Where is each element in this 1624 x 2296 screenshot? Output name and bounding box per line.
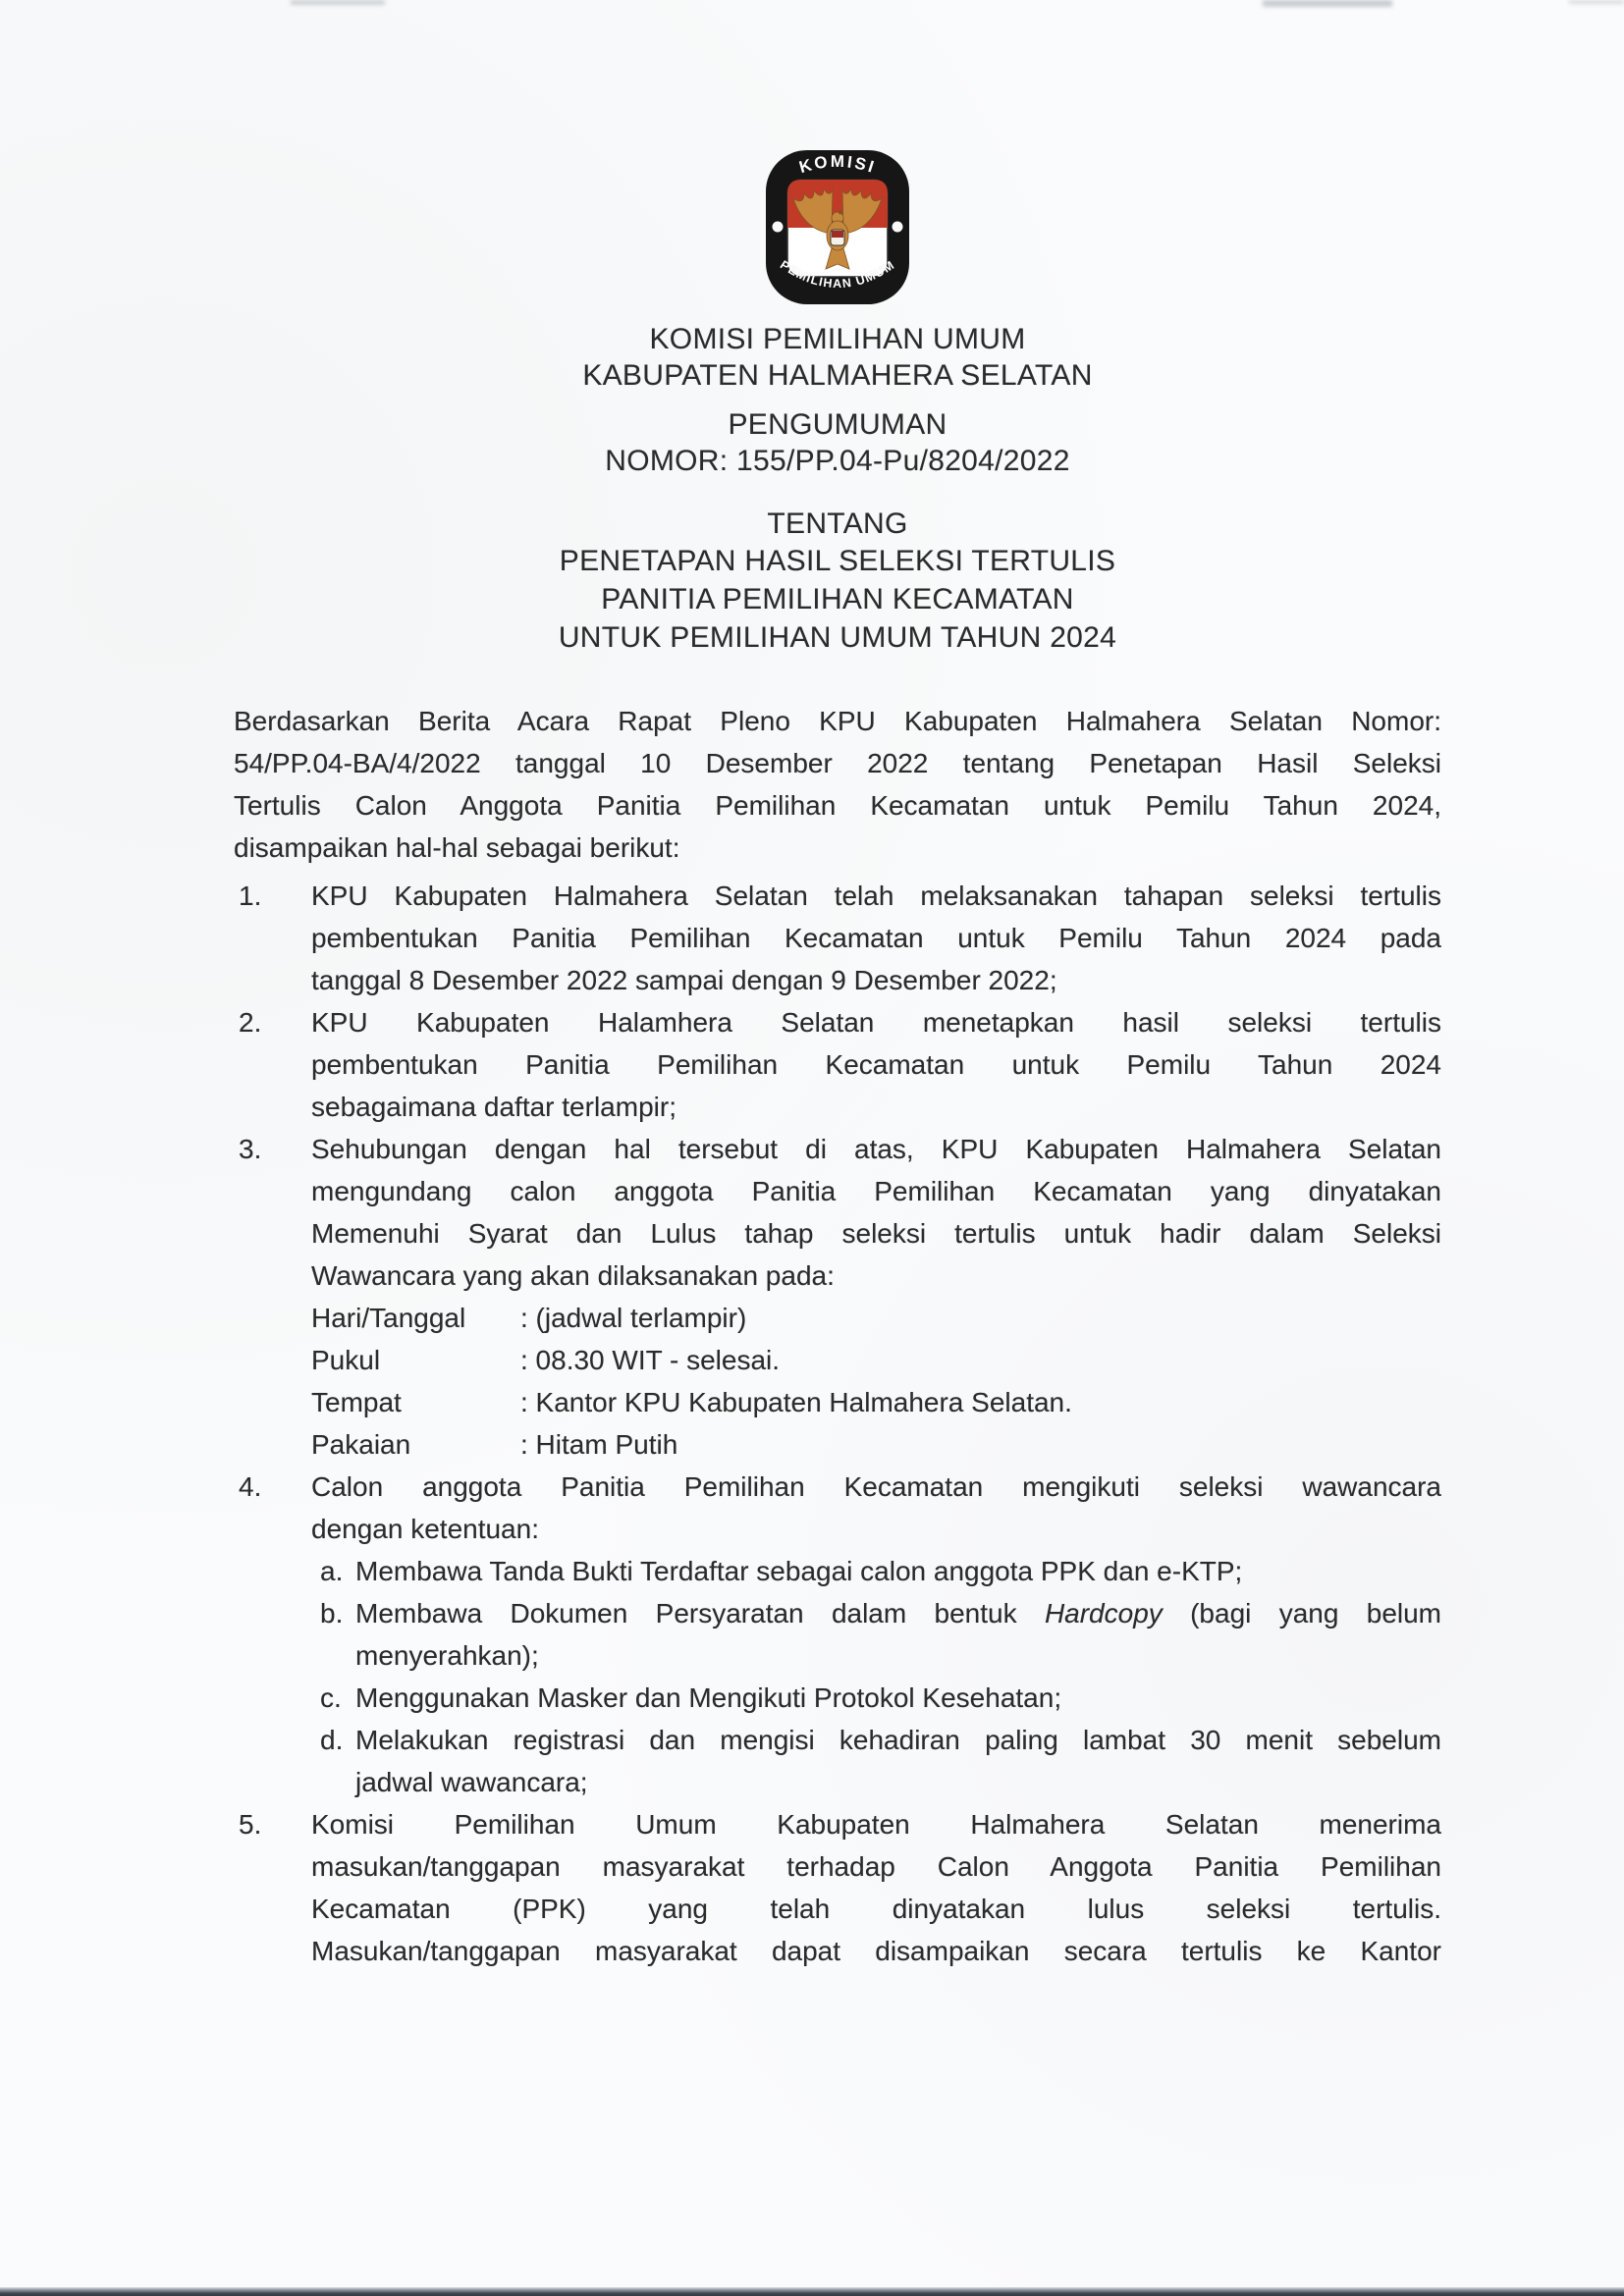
item-line (311, 875, 1441, 917)
item-number: 1. (239, 881, 262, 911)
item-line (311, 1128, 1441, 1170)
item-line (311, 959, 1441, 1001)
text-segment: tanggal 8 Desember 2022 sampai dengan 9 Desember 2022; (311, 965, 1057, 995)
sub-item-b (320, 1592, 1441, 1677)
item-line (311, 1888, 1441, 1930)
text-segment: Kecamatan (PPK) yang telah dinyatakan lulus seleksi tertulis. (311, 1894, 1441, 1924)
org-name-line2: KABUPATEN HALMAHERA SELATAN (582, 359, 1093, 392)
sub-item-body (355, 1719, 1441, 1803)
italic-text: Hardcopy (1044, 1598, 1163, 1629)
numbered-list (234, 875, 1441, 1972)
item-number: 5. (239, 1809, 262, 1840)
intro-line (234, 700, 1441, 742)
item-number: 4. (239, 1471, 262, 1502)
item-line (311, 1001, 1441, 1043)
scan-edge-bottom-strip (0, 2287, 1624, 2296)
text-segment: Masukan/tanggapan masyarakat dapat disampaikan secara tertulis ke Kantor (311, 1936, 1441, 1966)
text-segment: Wawancara yang akan dilaksanakan pada: (311, 1260, 835, 1291)
text-segment: KPU Kabupaten Halamhera Selatan menetapkan hasil seleksi tertulis (311, 1007, 1441, 1038)
scan-edge-artifact-top-corner (1569, 0, 1624, 4)
detail-row (311, 1297, 1441, 1339)
kpu-logo-bottom-text: PEMILIHAN UMUM (777, 257, 897, 292)
sub-item-line (355, 1634, 1441, 1677)
sub-item-a (320, 1550, 1441, 1592)
list-item-1 (234, 875, 1441, 1001)
sub-item-line (355, 1719, 1441, 1761)
item-line (311, 1466, 1441, 1508)
detail-value: : 08.30 WIT - selesai. (520, 1345, 781, 1375)
intro-line (234, 784, 1441, 827)
item-line (311, 917, 1441, 959)
org-name-line1: KOMISI PEMILIHAN UMUM (649, 323, 1026, 355)
sub-item-line (355, 1592, 1441, 1634)
sub-item-c (320, 1677, 1441, 1719)
text-segment: masukan/tanggapan masyarakat terhadap Calon Anggota Panitia Pemilihan (311, 1851, 1441, 1882)
text-segment: Sehubungan dengan hal tersebut di atas, KPU Kabupaten Halmahera Selatan (311, 1134, 1441, 1164)
subject-line: PANITIA PEMILIHAN KECAMATAN (601, 583, 1074, 615)
detail-label: Hari/Tanggal (311, 1303, 466, 1333)
sub-item-line (355, 1550, 1441, 1592)
detail-value: : Kantor KPU Kabupaten Halmahera Selatan. (520, 1387, 1072, 1417)
kpu-logo-right-dot (893, 222, 903, 233)
text-segment: Komisi Pemilihan Umum Kabupaten Halmahera Selatan menerima (311, 1809, 1441, 1840)
text-segment: mengundang calon anggota Panitia Pemilihan Kecamatan yang dinyatakan (311, 1176, 1441, 1206)
intro-line (234, 827, 1441, 869)
text-segment: Menggunakan Masker dan Mengikuti Protokol Kesehatan; (355, 1682, 1062, 1713)
doc-type-title: PENGUMUMAN (728, 408, 947, 441)
sub-item-body (355, 1677, 1441, 1719)
detail-row (311, 1339, 1441, 1381)
text-segment: dengan ketentuan: (311, 1514, 539, 1544)
text-segment: KPU Kabupaten Halmahera Selatan telah melaksanakan tahapan seleksi tertulis (311, 881, 1441, 911)
item-line (311, 1508, 1441, 1550)
item-line (311, 1255, 1441, 1297)
item-number: 3. (239, 1134, 262, 1164)
text-segment: Berdasarkan Berita Acara Rapat Pleno KPU Kabupaten Halmahera Selatan Nomor: (234, 706, 1441, 736)
about-label: TENTANG (767, 507, 908, 540)
item-body (311, 875, 1441, 1001)
text-segment: 54/PP.04-BA/4/2022 tanggal 10 Desember 2022 tentang Penetapan Hasil Seleksi (234, 748, 1441, 778)
kpu-logo-top-text: KOMISI (796, 151, 879, 178)
sub-item-letter: a. (320, 1556, 344, 1586)
subject-line: PENETAPAN HASIL SELEKSI TERTULIS (559, 545, 1116, 577)
list-item-5 (234, 1803, 1441, 1972)
text-segment: Membawa Tanda Bukti Terdaftar sebagai calon anggota PPK dan e-KTP; (355, 1556, 1243, 1586)
item-line (311, 1845, 1441, 1888)
list-item-2 (234, 1001, 1441, 1128)
text-segment: pembentukan Panitia Pemilihan Kecamatan untuk Pemilu Tahun 2024 pada (311, 923, 1441, 953)
doc-number: NOMOR: 155/PP.04-Pu/8204/2022 (605, 445, 1070, 477)
detail-row (311, 1381, 1441, 1423)
sub-item-letter: d. (320, 1725, 344, 1755)
list-item-4 (234, 1466, 1441, 1803)
kpu-logo-left-dot (773, 222, 784, 233)
sub-item-letter: c. (320, 1682, 342, 1713)
detail-row (311, 1423, 1441, 1466)
kpu-logo (763, 147, 912, 307)
intro-line (234, 742, 1441, 784)
detail-label: Pukul (311, 1345, 381, 1375)
subject-title-block (234, 542, 1441, 657)
item-line (311, 1043, 1441, 1086)
text-segment: jadwal wawancara; (355, 1767, 588, 1797)
detail-value: : (jadwal terlampir) (520, 1303, 747, 1333)
text-segment: Tertulis Calon Anggota Panitia Pemilihan Kecamatan untuk Pemilu Tahun 2024, (234, 790, 1441, 821)
item-line (311, 1170, 1441, 1212)
text-segment: Memenuhi Syarat dan Lulus tahap seleksi tertulis untuk hadir dalam Seleksi (311, 1218, 1441, 1249)
item-body (311, 1001, 1441, 1128)
sub-item-body (355, 1592, 1441, 1677)
item-line (311, 1930, 1441, 1972)
item-line (311, 1212, 1441, 1255)
item-body (311, 1128, 1441, 1466)
text-segment: pembentukan Panitia Pemilihan Kecamatan untuk Pemilu Tahun 2024 (311, 1049, 1441, 1080)
sub-item-body (355, 1550, 1441, 1592)
sub-item-line (355, 1677, 1441, 1719)
document-content (234, 0, 1441, 1972)
intro-paragraph (234, 700, 1441, 869)
item-body (311, 1466, 1441, 1803)
subject-line: UNTUK PEMILIHAN UMUM TAHUN 2024 (558, 621, 1117, 654)
text-segment: menyerahkan); (355, 1640, 539, 1671)
text-segment: disampaikan hal-hal sebagai berikut: (234, 832, 680, 863)
sub-item-d (320, 1719, 1441, 1803)
list-item-3 (234, 1128, 1441, 1466)
text-segment: Melakukan registrasi dan mengisi kehadiran paling lambat 30 menit sebelum (355, 1725, 1441, 1755)
item-number: 2. (239, 1007, 262, 1038)
text-segment: Membawa Dokumen Persyaratan dalam bentuk (355, 1598, 1045, 1629)
detail-value: : Hitam Putih (520, 1429, 678, 1460)
text-segment: sebagaimana daftar terlampir; (311, 1092, 677, 1122)
item-line (311, 1803, 1441, 1845)
text-segment: Calon anggota Panitia Pemilihan Kecamatan mengikuti seleksi wawancara (311, 1471, 1441, 1502)
sub-item-letter: b. (320, 1598, 344, 1629)
detail-label: Tempat (311, 1387, 402, 1417)
sub-item-line (355, 1761, 1441, 1803)
detail-label: Pakaian (311, 1429, 411, 1460)
item-body (311, 1803, 1441, 1972)
item-line (311, 1086, 1441, 1128)
text-segment: (bagi yang belum (1162, 1598, 1442, 1629)
